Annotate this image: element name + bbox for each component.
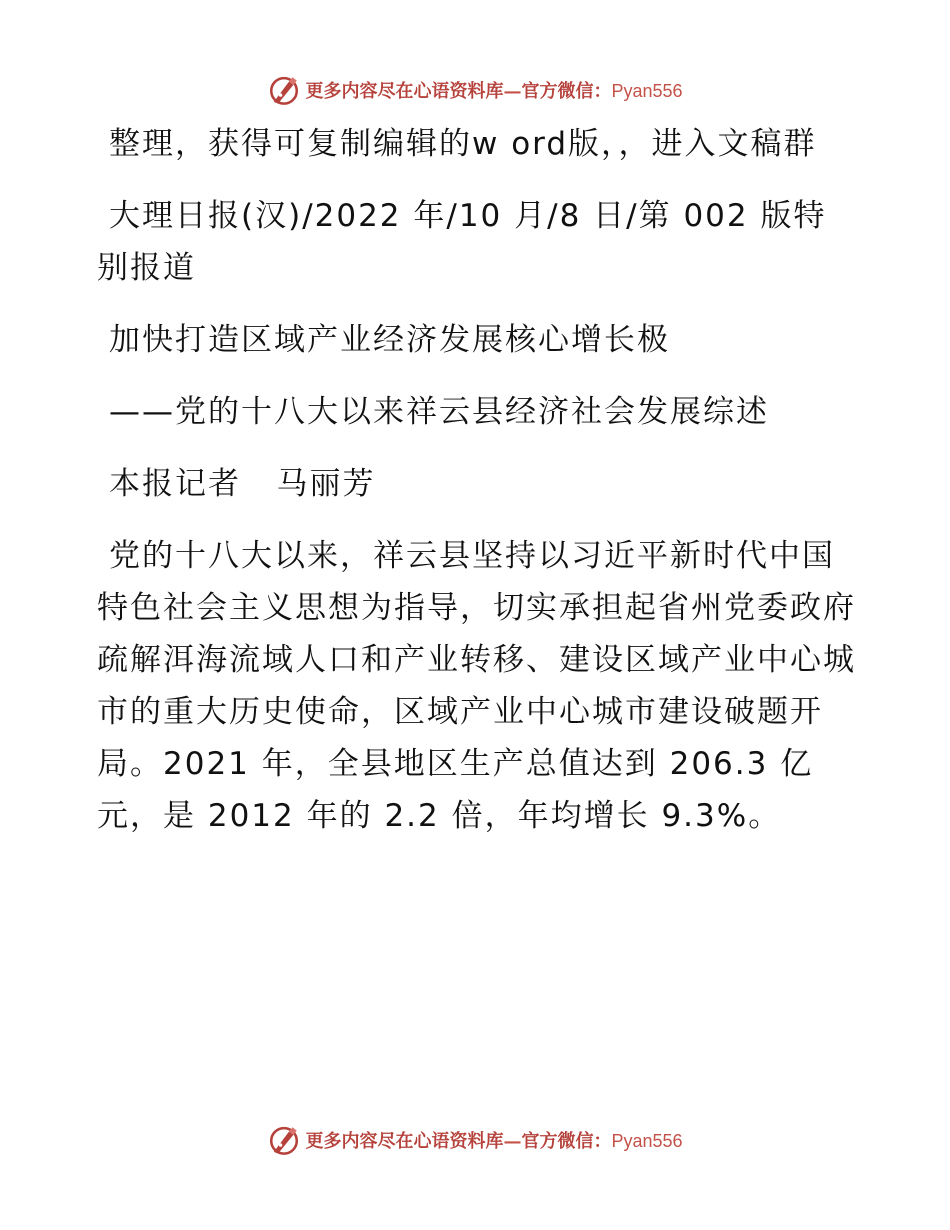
pen-logo-icon — [267, 1123, 301, 1157]
watermark-text: 更多内容尽在心语资料库—官方微信：Pyan556 — [305, 81, 683, 102]
intro-note: 整理，获得可复制编辑的w ord版，，进入文稿群 — [109, 126, 817, 162]
watermark-text: 更多内容尽在心语资料库—官方微信：Pyan556 — [305, 1131, 683, 1152]
watermark-footer — [0, 1120, 950, 1160]
article-subtitle: ——党的十八大以来祥云县经济社会发展综述 — [109, 394, 769, 430]
pen-logo-icon — [267, 73, 301, 107]
article-title: 加快打造区域产业经济发展核心增长极 — [109, 322, 670, 358]
document-body — [97, 118, 857, 862]
source-line: 大理日报(汉)/2022 年/10 月/8 日/第 002 版特别报道 — [97, 198, 827, 286]
byline: 本报记者 马丽芳 — [109, 466, 376, 502]
watermark-header — [0, 70, 950, 110]
body-paragraph: 党的十八大以来，祥云县坚持以习近平新时代中国特色社会主义思想为指导，切实承担起省州党委政府疏解洱海流域人口和产业转移、建设区域产业中心城市的重大历史使命，区域产业中心城市建设破题开局。2021 年，全县地区生产总值达到 206.3 亿元，是 2012 年的 2.2 倍，年均增长 9.3%。 — [97, 538, 856, 834]
